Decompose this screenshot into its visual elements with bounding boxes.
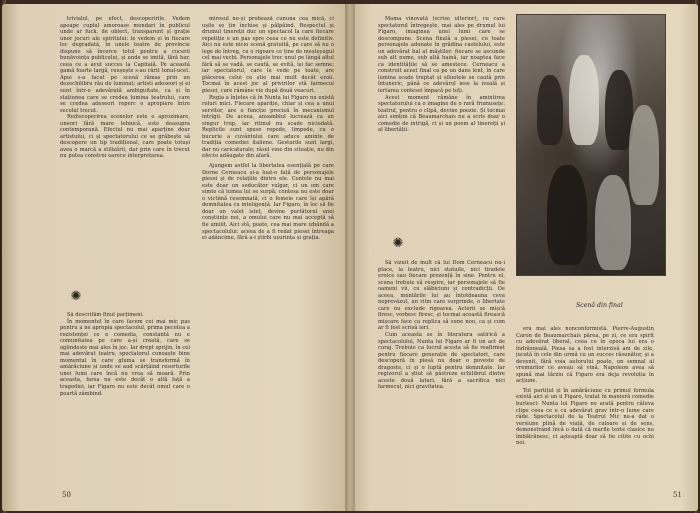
ornament-icon: ✺	[70, 289, 82, 304]
right-column-1-top	[378, 16, 505, 226]
left-column-1-top	[60, 16, 190, 278]
paragraph: mirosul nu-și probează cununa cea mică, ci ușile se țin închise și pâlpâind. Respectul și drumul tinereții duc un spectacol la care fiecare repetiție e un pas spre ceea ce nu este definitiv. Aici nu este nicio scenă gratuită, pe care să nu o lege de întreg, cu o rigoare ce ține de meșteșugul cel mai vechi. Personajele trec unul pe lângă altul fără să se vadă, se caută, se evită, își fac semne; iar spectatorul, care le vede pe toate, are plăcerea celui ce știe mai mult decât eroii. Tocmai în acest joc al privirilor stă farmecul piesei, care rămâne vie după două veacuri.	[202, 16, 334, 95]
theatre-scene-photo	[516, 14, 666, 276]
left-column-1-bottom	[60, 312, 190, 482]
left-page	[2, 4, 350, 511]
book-gutter	[345, 4, 355, 511]
paragraph: Cum aceasta se în literatura satirică a spectacolului, Nunta lui Figaro ar fi un act de curaj. Trebuie ca lucrul acesta să fie reafirmat pentru fiecare generație de spectatori, care descoperă în piesă nu doar o poveste de dragoste, ci și o luptă pentru demnitate. Iar regizorul a știut să păstreze echilibrul dintre aceste două laturi, fără a sacrifica nici farmecul, nici gravitatea.	[378, 332, 505, 391]
paragraph: Acest moment rămâne în amintirea spectatorului ca o imagine de o rară frumusețe: teatrul, pentru o clipă, devine poezie. Și tocmai aici simțim că Beaumarchais nu a scris doar o comedie de intrigă, ci și un poem al tinereții și al libertății.	[378, 94, 505, 134]
paragraph: În momentul în care facem cei mai mic pas pentru a ne apropia spectacolul, prima pecetea a rezistenței ce e comedia, constantă nu e comunitatea pe care a-și creată, care se oglindeste mai ales în joc. Iar drept sprijin, în cel mai adevărat teatru, spectatorul cunoaște bine momentul în care gluma se transformă în amărăciune și unde se aud scârțâind resorturile unei lumi care încă nu vrea să moară. Prin aceasta, farsa nu este decât o altă față a tragediei, iar Figaro nu este decât omul care o poartă zâmbind.	[60, 318, 190, 397]
paragraph: Să descrifăm finul parțimeni.	[67, 312, 144, 318]
paragraph: Regia a înțeles că în Nunta lui Figaro nu există roluri mici. Fiecare apariție, chiar și cea a unui servitor, are o funcție precisă în mecanismul intrigii. De aceea, ansamblul lucrează ca un singur trup, iar ritmul nu scade niciodată. Replicile sunt spuse repede, limpede, cu o bucurie a cuvântului care aduce aminte de tradiția comediei italiene. Gesturile sunt largi, dar nu caricaturale; râsul vine din situație, nu din efecte adăugate din afară.	[202, 94, 334, 160]
page-number-right: 51	[673, 491, 682, 499]
paragraph: Ajungem astfel la libertatea esențială pe care Dorne Cerneacu și-a luat-o față de personajele piesei și de relațiile dintre ele. Contele nu mai este doar un seducător vulgar, ci un om care simte că lumea lui se surpă; contesa nu este doar o victimă resemnată, ci o femeie care își apără demnitatea cu inteligență. Iar Figaro, în loc să fie doar un valet isteț, devine purtătorul unei conștiințe noi, a omului care nu mai acceptă să fie umilit. Aici stă, poate, cea mai mare izbândă a spectacolului: aceea de a fi redat piesei întreaga ei adâncime, fără a-i știrbi ușurința și grația.	[202, 163, 334, 242]
paragraph: trivialul, pe efect, descoperirile. Vedem apoape cuplul amoroase mondari în publicul unde ar fuck, de obiect, transparent și grație unor jocuri ale spiritului: le vedem și în fiecare loc degradată, în unele teatre de provincie dispune să încerce totul pentru a cucerii bunăvoința publicului, și unde se imită, fără har, ceea ce a avut succes la Capitală. Pe această gamă foarte largă, reușește s-au rărit tonul-ucet. Apoi s-a facut pe scenă rămas prin un dezechilibru rău de luminat; artisti adeseori și ei sunt într-o adevărată ambiguitate, ca și în stațiunea care se credea lumina teatrului, care se credea adeseori reperc o apropiere între secolul trecut.	[60, 16, 190, 114]
left-column-2	[202, 16, 334, 482]
ornament-icon: ✺	[392, 236, 404, 251]
paragraph: Tot partițul și în amărăciune cu primul formula există aici și un ii Figaro, tratat în manieră comedie burlesci: Nunta lui Figaro ne arată pentru câteva clipe ceea ce e cu adevărat grav într-o lume care râde. Spectacolul de la Teatrul Mic ne-a dat o versiune plină de viață, de culoare și de sens, demonstrând încă o dată că marile texte clasice nu îmbătrânesc, ci așteaptă doar să fie citite cu ochi noi.	[516, 387, 654, 447]
right-column-1-bottom	[378, 260, 505, 482]
right-page	[350, 4, 698, 511]
paragraph: Să vizuit de mult că lui Dom Cerneacu nu-i place, la teatru, nici statuile, nici tiradele eroice sau fiecare prezență în sine. Pentru el, scena trebuie să respire, iar personajele să fie oameni vii, cu slăbiciuni și contradicții. De aceea, montările lui au întotdeauna ceva neprevăzut, un ritm care surprinde, o libertate care nu exclude rigoarea. Actorii se mișcă firesc, vorbesc firesc, și tocmai această firească mișcare face ca replica să sune nou, ca și cum ar fi fost scrisă ieri.	[378, 260, 505, 332]
paragraph: Rediscoperirea scenelor este o aproximare, uneori fără mare tehnică, este deasupra contemporană. Efectul nu mai aparține doar artistului, ci și spectatorului ce se grăbește să descopere un tip tradițional, care poate totuși avea o marcă a stilizării, dar prin care în trecut nu putea construi oarece interpretarea.	[60, 114, 190, 160]
right-column-2	[516, 326, 654, 482]
paragraph: era mai ales nonconformistă. Pierre-Augustin Caron de Beaumarchais părea, pe zi, ce era spirit cu adevărat liberal, ceea ce în epoca lui era o îndrăzneală. Piesa sa a fost interzisă ani de zile, jucată în cele din urmă cu un succes răsunător, și a devenit, fără voia autorului poate, un semnal al vremurilor ce aveau să vină. Napoleon avea să spună mai târziu că Figaro era deja revoluția în acțiune.	[516, 326, 654, 385]
page-number-left: 50	[62, 491, 71, 499]
paragraph: Mama vinovată (scrise ulterior), cu care spectatorul întregește, mai ales pe drumul lui Figaro, imaginea unei lumi care se descompune. Scena finală a piesei, cu toate personajele adunate în grădina castelului, este un adevărat bal al măștilor: fiecare se ascunde sub alt nume, sub altă haină, iar noaptea face ca identitățile să se amestece. Cerneacu a construit acest final ca pe un dans lent, în care lumina scade treptat și siluetele se caută prin întuneric, până ce adevărul iese la iveală și iertarea contesei împacă pe toți.	[378, 16, 505, 95]
photo-caption: Scenă din final	[576, 302, 623, 309]
